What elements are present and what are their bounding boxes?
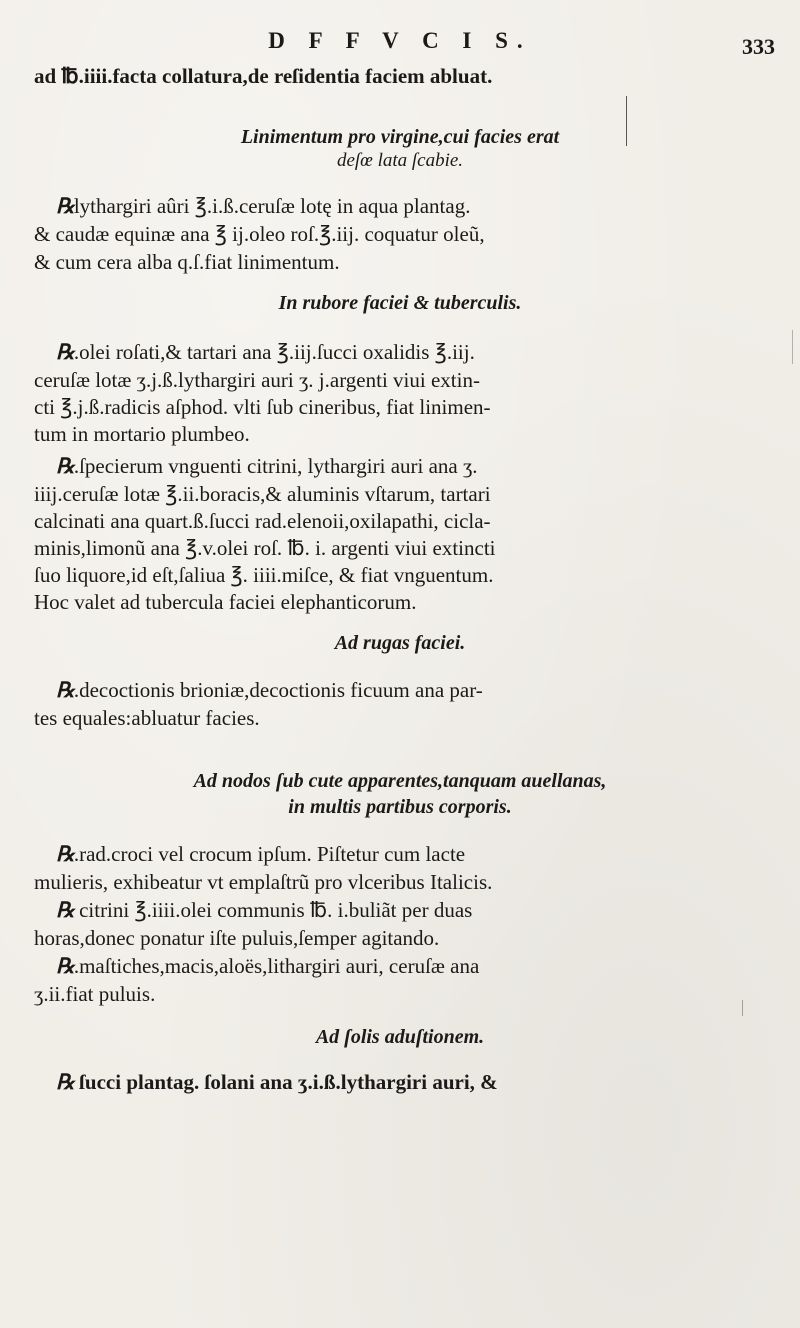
text-line: & caudæ equinæ ana ℥ ij.oleo roſ.℥.iij. coquatur oleũ,: [34, 222, 485, 246]
recipe-symbol-icon: ℞: [56, 340, 74, 364]
section-heading-continued: in multis partibus corporis.: [288, 796, 512, 818]
section-heading: Ad rugas faciei.: [334, 632, 466, 654]
text-line: ℞lythargiri aûri ℥.i.ß.ceruſæ lotę in aqua plantag.: [56, 194, 471, 218]
recipe-symbol-icon: ℞: [56, 678, 74, 702]
running-head: D F F V C I S.: [268, 28, 532, 53]
text-line: minis,limonũ ana ℥.v.olei roſ. ℔. i. argenti viui extincti: [34, 536, 496, 560]
section-heading: In rubore faciei & tuberculis.: [278, 292, 522, 314]
text-line: ſuo liquore,id eſt,ſaliua ℥. iiii.miſce, & fiat vnguentum.: [34, 563, 494, 587]
text-line: ℞.rad.croci vel crocum ipſum. Piſtetur cum lacte: [56, 842, 466, 866]
text-line: Hoc valet ad tubercula faciei elephanticorum.: [34, 590, 417, 614]
text-line: ℞.decoctionis brioniæ,decoctionis ficuum ana par-: [56, 678, 483, 702]
recipe-symbol-icon: ℞: [56, 194, 74, 218]
text-line: tes equales:abluatur facies.: [34, 706, 260, 730]
section-heading-continued: deſœ lata ſcabie.: [336, 150, 464, 171]
text-line: & cum cera alba q.ſ.fiat linimentum.: [34, 250, 340, 274]
section-heading: Ad nodos ſub cute apparentes,tanquam auellanas,: [193, 770, 607, 792]
scan-artifact: [742, 1000, 743, 1016]
scan-artifact: [626, 96, 627, 146]
text-line: ad ℔.iiii.facta collatura,de reſidentia faciem abluat.: [34, 64, 493, 88]
text-line: iiij.ceruſæ lotæ ℥.ii.boracis,& aluminis vſtarum, tartari: [34, 482, 491, 506]
text-line: ℞.maſtiches,macis,aloës,lithargiri auri, ceruſæ ana: [56, 954, 480, 978]
section-heading: Linimentum pro virgine,cui facies erat: [240, 126, 560, 148]
text-line: calcinati ana quart.ß.ſucci rad.elenoii,oxilapathi, cicla-: [34, 509, 491, 533]
text-line: tum in mortario plumbeo.: [34, 422, 250, 446]
recipe-symbol-icon: ℞: [56, 954, 74, 978]
text-line: ceruſæ lotæ ʒ.j.ß.lythargiri auri ʒ. j.argenti viui extin-: [34, 368, 480, 392]
recipe-symbol-icon: ℞: [56, 842, 74, 866]
text-line: ℞ ſucci plantag. ſolani ana ʒ.i.ß.lythargiri auri, &: [56, 1070, 498, 1094]
text-line: horas,donec ponatur iſte puluis,ſemper agitando.: [34, 926, 440, 950]
scan-artifact: [792, 330, 793, 364]
section-heading: Ad ſolis aduſtionem.: [315, 1026, 485, 1048]
recipe-symbol-icon: ℞: [56, 898, 74, 922]
text-line: ℞.ſpecierum vnguenti citrini, lythargiri auri ana ʒ.: [56, 454, 478, 478]
recipe-symbol-icon: ℞: [56, 454, 74, 478]
page-number: 333: [742, 34, 775, 59]
text-line: mulieris, exhibeatur vt emplaſtrũ pro vlceribus Italicis.: [34, 870, 493, 894]
recipe-symbol-icon: ℞: [56, 1070, 74, 1094]
text-line: ʒ.ii.fiat puluis.: [34, 982, 156, 1006]
text-line: cti ℥.j.ß.radicis aſphod. vlti ſub cineribus, fiat linimen-: [34, 395, 491, 419]
text-line: ℞ citrini ℥.iiii.olei communis ℔. i.buliãt per duas: [56, 898, 473, 922]
text-line: ℞.olei roſati,& tartari ana ℥.iij.ſucci oxalidis ℥.iij.: [56, 340, 475, 364]
